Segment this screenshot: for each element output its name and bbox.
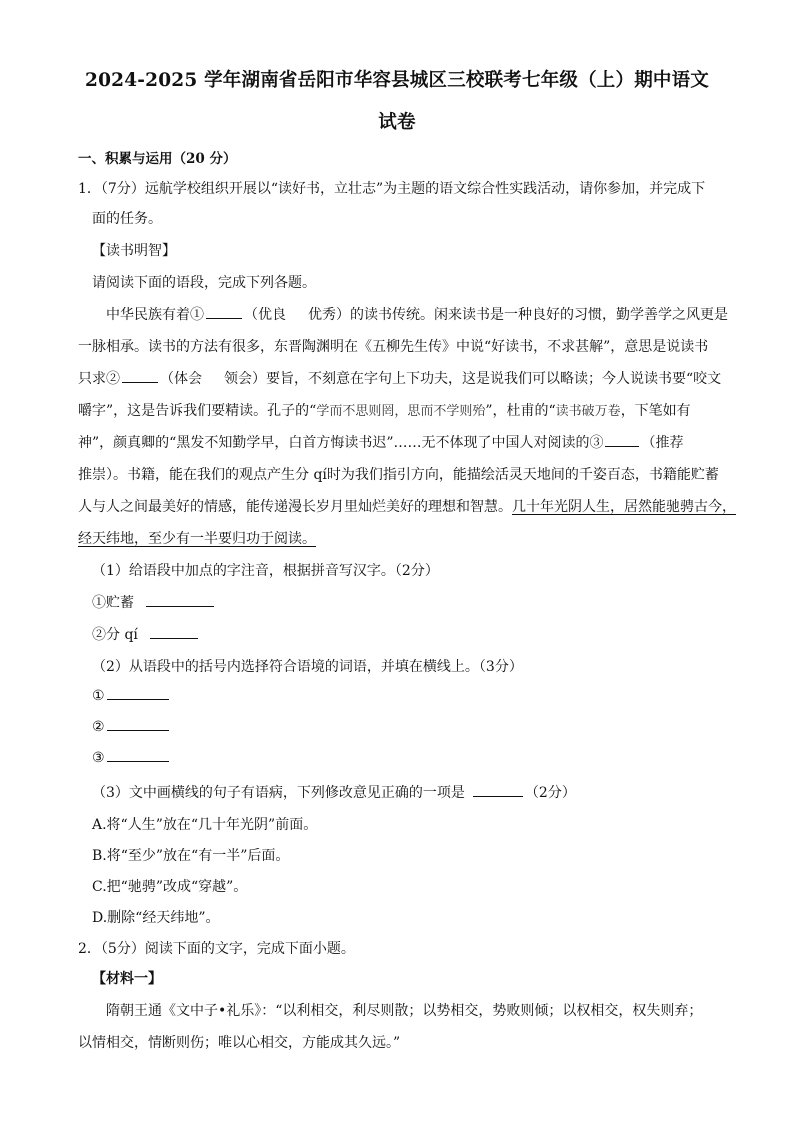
sub1-item-a xyxy=(92,592,216,612)
option-d: D.删除“经天纬地”。 xyxy=(92,910,220,926)
sub3-score: （2分） xyxy=(524,785,576,801)
passage-text: 优秀）的读书传统。闲来读书是一种良好的习惯，勤学善学之风更是 xyxy=(308,307,728,323)
passage-text: （推荐 xyxy=(641,435,684,451)
option-b: B.将“至少”放在“有一半”后面。 xyxy=(92,848,290,864)
passage-line1 xyxy=(106,304,728,324)
sub1-label: ①贮蓄 xyxy=(92,595,134,611)
blank-3 xyxy=(605,445,639,447)
answer-blank xyxy=(107,698,169,700)
passage-line5 xyxy=(78,432,683,452)
q2-tag: 【材料一】 xyxy=(92,971,162,987)
sub-question-1: （1）给语段中加点的字注音，根据拼音写汉字。（2分） xyxy=(92,563,439,579)
blank-2 xyxy=(122,381,158,383)
sub2-label: ② xyxy=(92,719,105,735)
sub2-label: ① xyxy=(92,688,105,704)
passage-line2: 一脉相承。读书的方法有很多，东晋陶渊明在《五柳先生传》中说“好读书，不求甚解”，意思是说读书 xyxy=(78,339,709,355)
sub-question-2: （2）从语段中的括号内选择符合语境的词语，并填在横线上。（3分） xyxy=(92,659,523,675)
sub3-text: （3）文中画横线的句子有语病，下列修改意见正确的一项是 xyxy=(92,785,465,801)
q1-tag: 【读书明智】 xyxy=(92,243,176,259)
answer-blank xyxy=(150,637,198,639)
answer-blank xyxy=(107,760,169,762)
passage-line3 xyxy=(78,368,721,388)
answer-blank xyxy=(473,795,523,797)
material-line1: 隋朝王通《文中子•礼乐》：“以利相交，利尽则散；以势相交，势败则倾；以权相交，权失则弃； xyxy=(106,1003,703,1019)
sub-question-3 xyxy=(92,782,576,802)
underlined-sentence: 几十年光阴人生，居然能驰骋古今， xyxy=(512,499,736,515)
exam-title-line2: 试卷 xyxy=(378,112,416,133)
option-c: C.把“驰骋”改成“穿越”。 xyxy=(92,879,248,895)
sub2-item-3 xyxy=(92,750,171,766)
sub2-label: ③ xyxy=(92,750,105,766)
sub2-item-1 xyxy=(92,688,171,704)
passage-quote: 读书破万卷 xyxy=(555,404,621,419)
answer-blank xyxy=(146,605,214,607)
passage-quote: 学而不思则罔，思而不学则殆 xyxy=(316,404,486,419)
exam-title-line1: 2024-2025 学年湖南省岳阳市华容县城区三校联考七年级（上）期中语文 xyxy=(85,70,709,91)
passage-text: 神”，颜真卿的“黑发不知勤学早，白首方悔读书迟”……无不体现了中国人对阅读的③ xyxy=(78,435,604,451)
passage-text: ，下笔如有 xyxy=(620,403,691,419)
passage-text: 中华民族有着① xyxy=(106,307,204,323)
passage-text: （优良 xyxy=(244,307,286,323)
passage-text: 只求② xyxy=(78,371,120,387)
passage-text: 嚼字”，这是告诉我们要精读。孔子的“ xyxy=(78,403,317,419)
underlined-sentence-end: 经天纬地，至少有一半要归功于阅读。 xyxy=(78,531,316,547)
q1-instruction: 请阅读下面的语段，完成下列各题。 xyxy=(92,275,316,291)
material-line2: 以情相交，情断则伤；唯以心相交，方能成其久远。” xyxy=(78,1035,401,1051)
q1-intro-line1: 1．（7分）远航学校组织开展以“读好书，立壮志”为主题的语文综合性实践活动，请你参加，并完成下 xyxy=(78,181,706,197)
blank-1 xyxy=(206,317,242,319)
passage-text: （体会 xyxy=(160,371,202,387)
answer-blank xyxy=(107,729,169,731)
passage-text: ”，杜甫的“ xyxy=(485,403,556,419)
passage-line7 xyxy=(78,496,736,516)
sub1-item-b xyxy=(92,624,200,644)
q2-intro: 2．（5分）阅读下面的文字，完成下面小题。 xyxy=(78,941,355,957)
q1-intro-line2: 面的任务。 xyxy=(92,211,162,227)
sub2-item-2 xyxy=(92,719,171,735)
passage-line4 xyxy=(78,400,691,420)
passage-line6: 推崇）。书籍，能在我们的观点产生分 qí时为我们指引方向，能描绘活灵天地间的千姿百态，书籍能贮蓄 xyxy=(78,467,719,483)
sub1-label: ②分 qí xyxy=(92,627,138,643)
passage-text: 人与人之间最美好的情感，能传递漫长岁月里灿烂美好的理想和智慧。 xyxy=(78,499,512,515)
option-a: A.将“人生”放在“几十年光阴”前面。 xyxy=(92,817,318,833)
section-heading: 一、积累与运用（20 分） xyxy=(78,151,237,167)
passage-text: 领会）要旨，不刻意在字句上下功夫，这是说我们可以略读；今人说读书要“咬文 xyxy=(224,371,722,387)
